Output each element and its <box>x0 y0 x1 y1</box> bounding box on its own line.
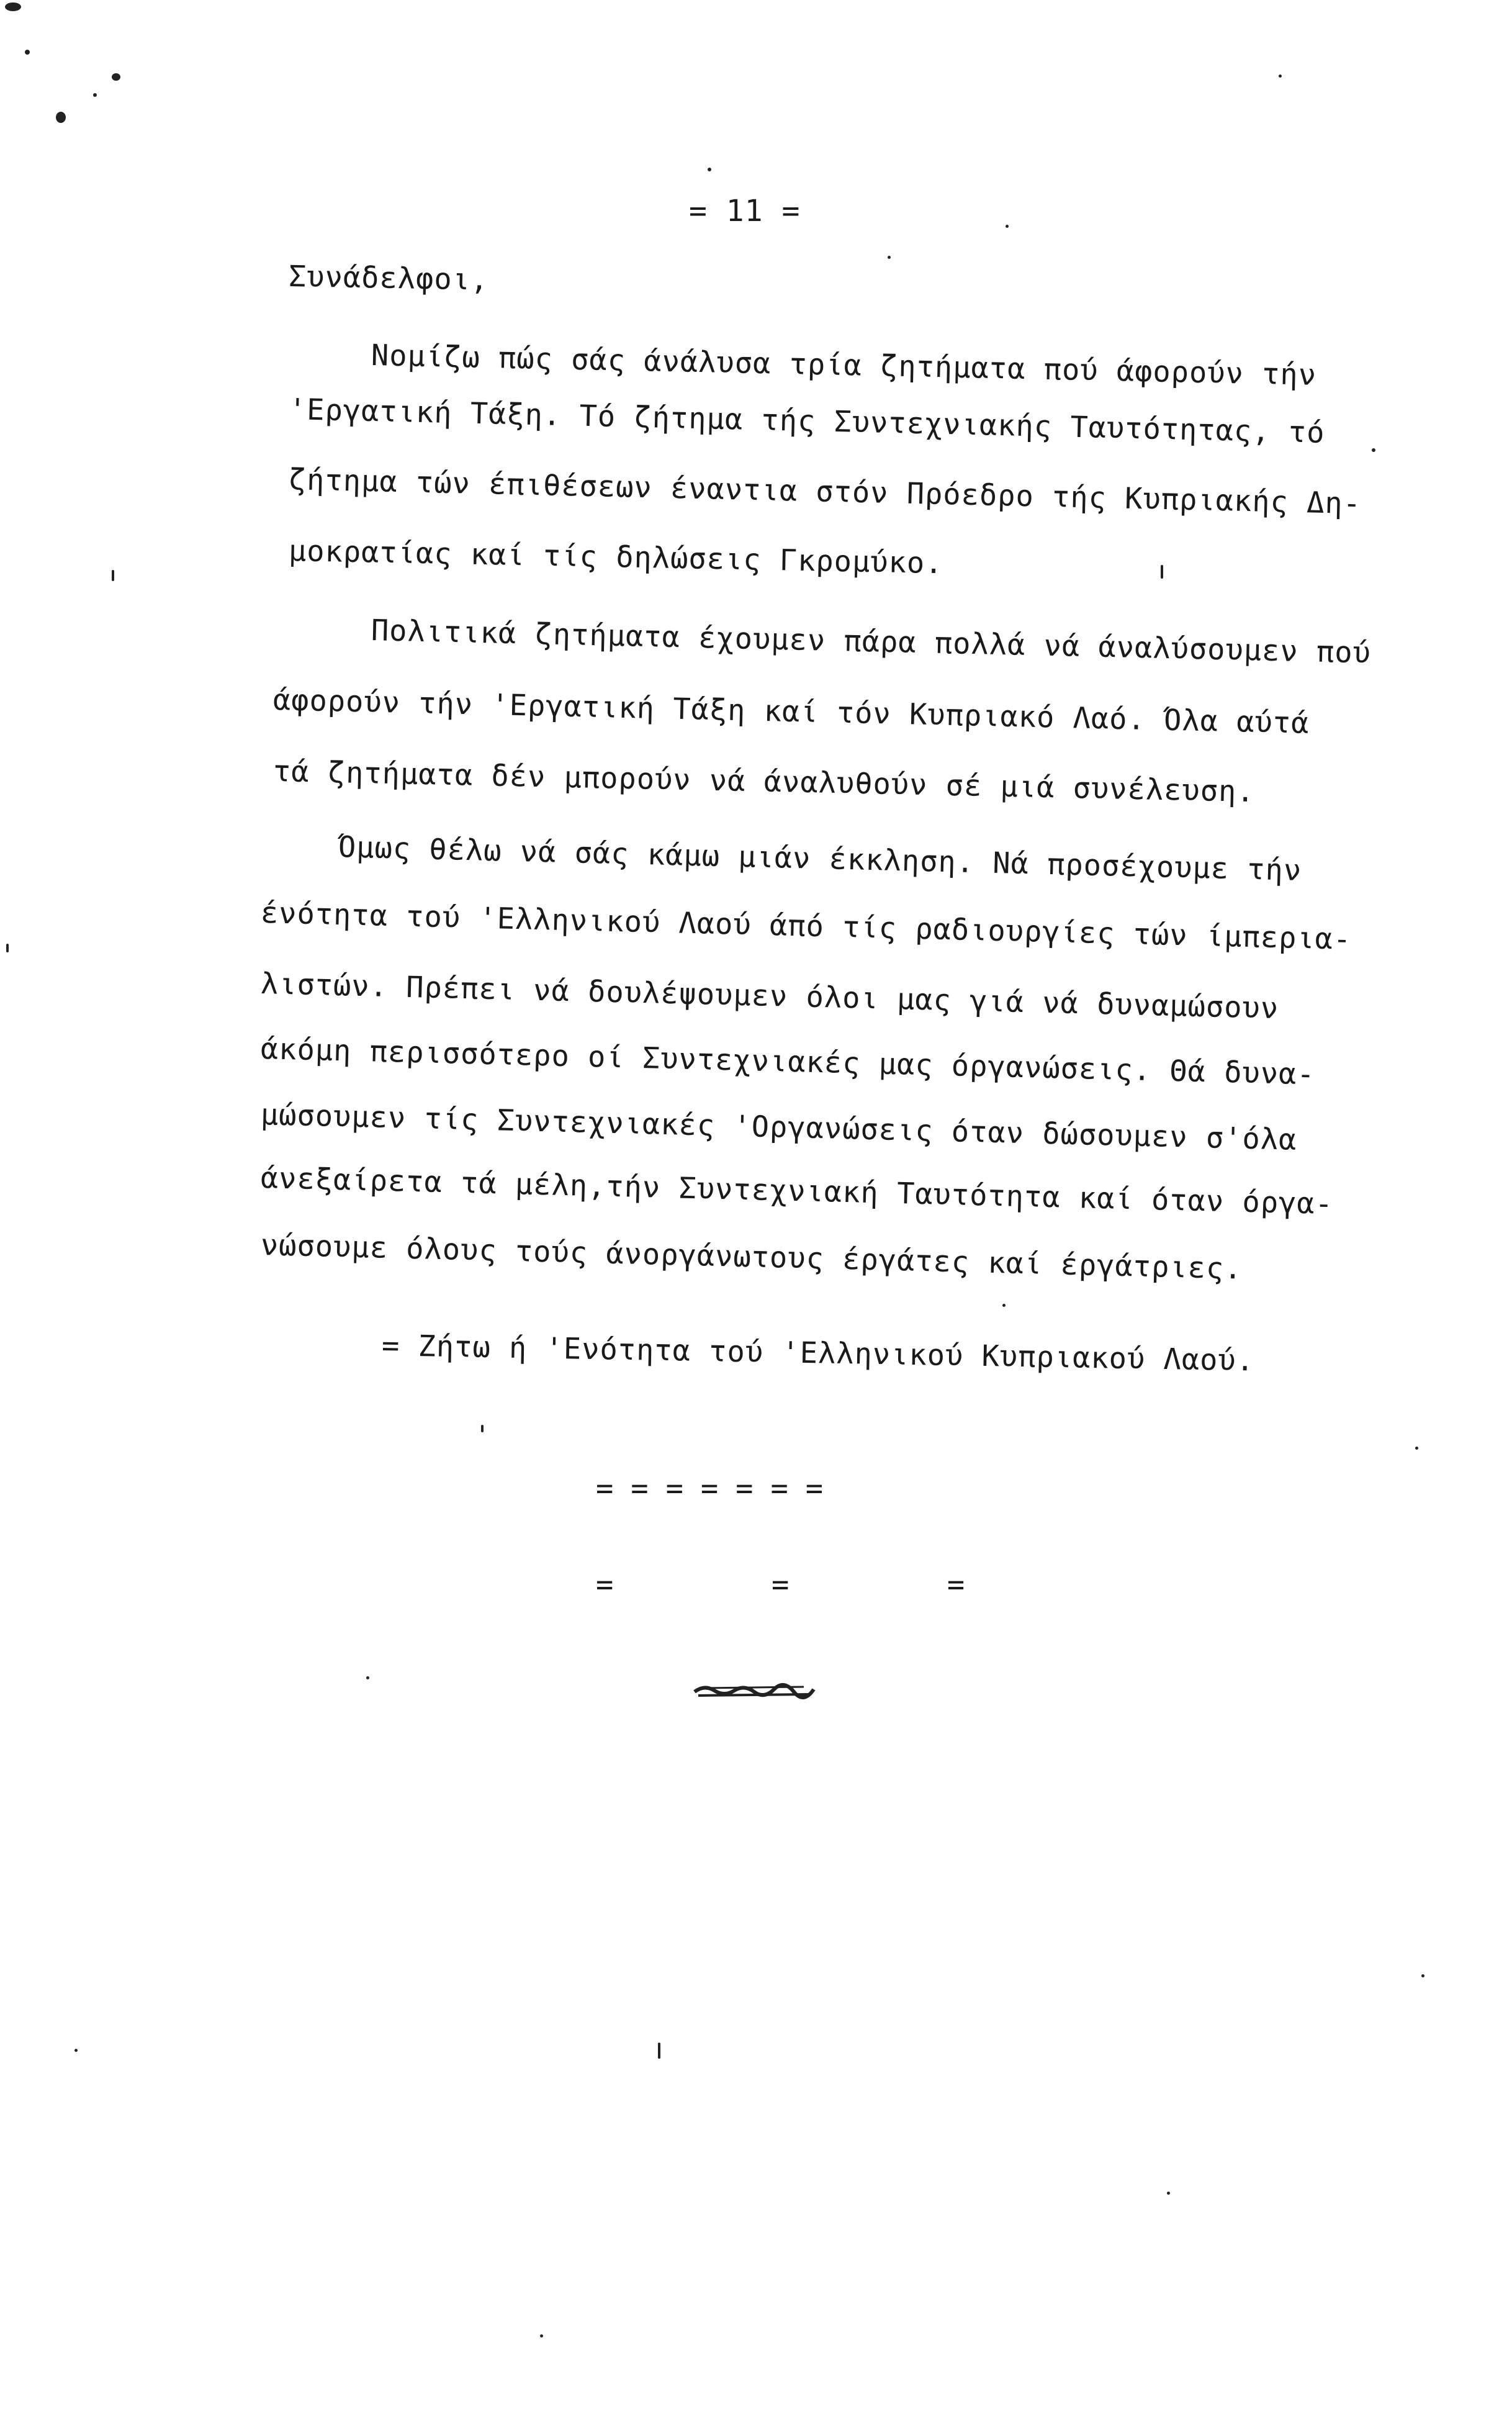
scan-speck <box>112 73 120 81</box>
scan-speck <box>6 944 9 952</box>
scan-speck <box>1167 2192 1170 2195</box>
scan-speck <box>540 2334 543 2337</box>
paragraph-line: νώσουμε όλους τούς άνοργάνωτους έργάτες καί έργάτριες. <box>260 1228 1243 1286</box>
scan-speck <box>74 2049 78 2052</box>
scan-speck <box>888 256 891 259</box>
paragraph-line: ζήτημα τών έπιθέσεων έναντια στόν Πρόεδρο τής Κυπριακής Δη- <box>288 463 1362 522</box>
paragraph-line: άφορούν τήν 'Εργατική Τάξη καί τόν Κυπριακό Λαό. Όλα αύτά <box>272 683 1310 741</box>
scan-speck <box>708 168 711 171</box>
paragraph-line: μώσουμεν τίς Συντεχνιακές 'Οργανώσεις όταν δώσουμεν σ'όλα <box>260 1098 1298 1157</box>
page-number: = 11 = <box>689 194 801 228</box>
scan-speck <box>1421 1974 1424 1977</box>
paragraph-line: Πολιτικά ζητήματα έχουμεν πάρα πολλά νά άναλύσουμεν πού <box>371 613 1372 671</box>
scan-speck <box>1002 1304 1006 1307</box>
paragraph-line: μοκρατίας καί τίς δηλώσεις Γκρομύκο. <box>288 534 944 581</box>
scan-speck <box>1279 75 1282 78</box>
salutation: Συνάδελφοι, <box>288 260 489 297</box>
scan-speck <box>366 1676 369 1679</box>
scan-speck <box>658 2043 660 2059</box>
paragraph-line: λιστών. Πρέπει νά δουλέψουμεν όλοι μας γιά νά δυναμώσουν <box>260 967 1279 1026</box>
closing-slogan: = Ζήτω ή 'Ενότητα τού 'Ελληνικού Κυπριακού Λαού. <box>381 1329 1255 1378</box>
paragraph-line: άνεξαίρετα τά μέλη,τήν Συντεχνιακή Ταυτότητα καί όταν όργα- <box>260 1161 1334 1222</box>
paragraph-line: ένότητα τού 'Ελληνικού Λαού άπό τίς ραδιουργίες τών ίμπερια- <box>260 896 1352 957</box>
paragraph-line: 'Εργατική Τάξη. Τό ζήτημα τής Συντεχνιακής Ταυτότητας, τό <box>288 392 1326 450</box>
scan-speck <box>56 112 66 123</box>
scan-speck <box>5 2 21 11</box>
scan-speck <box>93 93 97 97</box>
scan-speck <box>481 1425 484 1432</box>
strikeout-scribble <box>692 1679 816 1704</box>
paragraph-line: άκόμη περισσότερο οί Συντεχνιακές μας όργανώσεις. Θά δυνα- <box>260 1032 1316 1092</box>
scan-speck <box>25 50 30 55</box>
separator-rule: ======= <box>596 1471 841 1506</box>
scan-speck <box>1372 448 1375 452</box>
scan-speck <box>1161 565 1163 579</box>
separator-rule: = = = <box>596 1568 965 1602</box>
paragraph-line: τά ζητήματα δέν μπορούν νά άναλυθούν σέ μιά συνέλευση. <box>272 754 1256 810</box>
paragraph-line: Όμως θέλω νά σάς κάμω μιάν έκκληση. Νά προσέχουμε τήν <box>338 830 1302 888</box>
scan-speck <box>1006 225 1009 228</box>
paragraph-line: Νομίζω πώς σάς άνάλυσα τρία ζητήματα πού άφορούν τήν <box>371 338 1317 392</box>
scan-speck <box>112 570 114 581</box>
scan-speck <box>1415 1447 1418 1450</box>
